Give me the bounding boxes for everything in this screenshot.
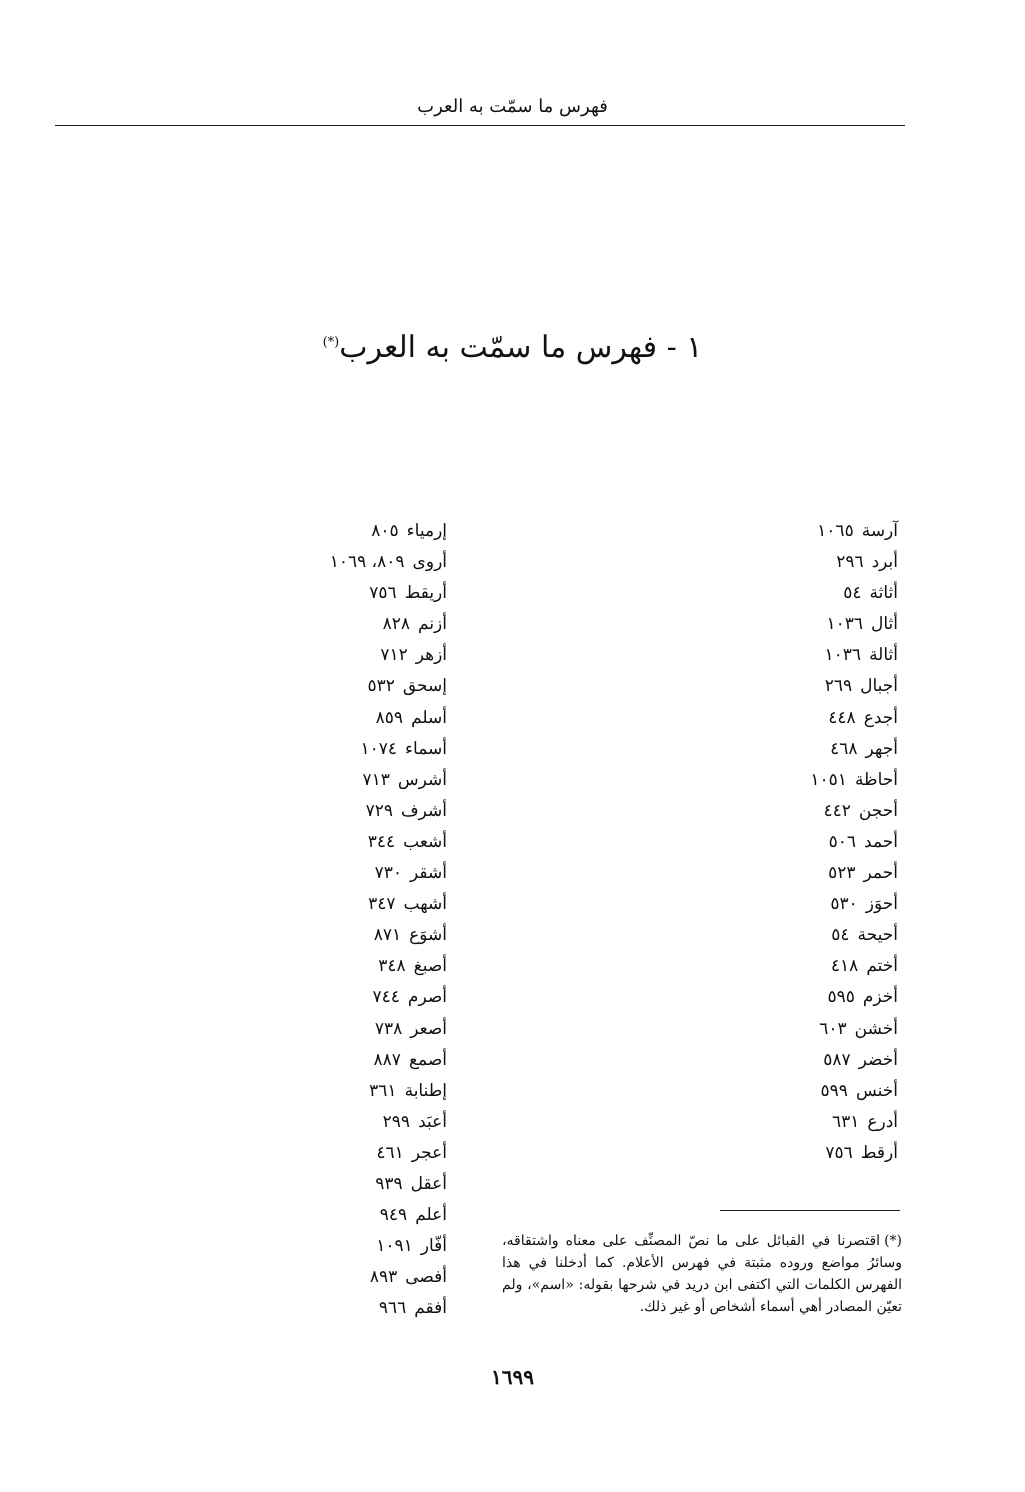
index-title-text: ١ - فهرس ما سمّت به العرب [339,330,703,365]
index-entry [330,765,447,796]
entry-page-numbers: ٨٠٩، ١٠٦٩ [329,552,405,573]
index-entry [330,858,447,889]
footnote [502,1230,902,1318]
index-entry [810,609,898,640]
entry-name: أعبَد [418,1111,447,1132]
footnote-marker: (*) [884,1233,902,1249]
entry-name: أشوَع [409,925,447,946]
entry-page-numbers: ٩٦٦ [378,1298,407,1319]
index-entry [330,827,447,858]
entry-name: أشهب [403,894,447,915]
entry-page-numbers: ٥٠٦ [828,831,857,852]
entry-page-numbers: ٥٩٥ [827,987,855,1008]
entry-name: أجدع [863,707,898,728]
entry-page-numbers: ٥٤ [831,925,850,946]
entry-page-numbers: ٣٤٧ [368,894,396,915]
entry-page-numbers: ٨٧١ [373,925,402,946]
entry-page-numbers: ٥٨٧ [823,1049,851,1070]
entry-name: أشعب [403,831,447,852]
running-head: فهرس ما سمّت به العرب [417,96,608,117]
entry-page-numbers: ٣٤٨ [378,956,406,977]
index-entry [330,920,447,951]
index-entry [330,578,447,609]
title-footnote-marker: (*) [322,335,340,350]
index-entry [810,858,898,889]
index-entry [810,796,898,827]
entry-page-numbers: ٧١٣ [362,769,390,790]
entry-name: أروى [412,552,447,573]
index-entry [330,982,447,1013]
entry-name: أحيحة [857,925,898,946]
entry-page-numbers: ٥٩٩ [820,1080,848,1101]
entry-page-numbers: ٥٢٣ [828,863,856,884]
entry-page-numbers: ٣٦١ [369,1080,397,1101]
index-title [0,330,1025,365]
entry-name: أسماء [405,738,447,759]
entry-name: أسلم [411,707,447,728]
entry-page-numbers: ٧٣٨ [374,1018,403,1039]
entry-name: أخشن [854,1018,898,1039]
entry-name: أفصى [405,1267,447,1288]
entry-page-numbers: ١٠٦٥ [817,521,854,541]
entry-page-numbers: ٤٤٨ [828,707,856,728]
index-entry [330,703,447,734]
index-entry [330,1231,447,1262]
header-rule [55,125,905,126]
entry-page-numbers: ٦٠٣ [819,1018,847,1039]
index-entry [330,609,447,640]
index-entry [810,1138,898,1169]
entry-name: أصرم [407,987,447,1008]
entry-page-numbers: ٢٦٩ [824,676,853,697]
entry-name: أشرس [397,769,447,790]
entry-name: أزهر [415,645,447,666]
index-entry [330,951,447,982]
entry-name: أثال [871,614,898,635]
entry-name: أصبغ [413,956,447,977]
entry-page-numbers: ٨٠٥ [371,521,399,541]
entry-page-numbers: ٧٢٩ [365,800,394,821]
entry-name: أبرد [871,552,898,573]
index-entry [330,1169,447,1200]
index-entry [810,547,898,578]
entry-name: أحمر [863,863,898,884]
entry-page-numbers: ٨٢٨ [382,614,411,635]
index-entry [810,671,898,702]
entry-name: أريقط [404,583,447,604]
entry-page-numbers: ٨٥٩ [375,707,404,728]
page-number: ١٦٩٩ [491,1365,534,1389]
index-entry [330,796,447,827]
entry-name: أثالة [869,645,898,666]
index-entry [810,516,898,547]
index-entry [810,640,898,671]
index-entry [330,1014,447,1045]
index-entry [810,1045,898,1076]
entry-page-numbers: ١٠٣٦ [826,614,863,635]
entry-page-numbers: ٥٣٢ [367,676,395,697]
index-entry [810,1107,898,1138]
entry-name: أفقم [414,1298,447,1319]
index-entry [810,951,898,982]
entry-name: أحجن [858,800,898,821]
entry-name: أخضر [858,1049,898,1070]
entry-name: أخزم [862,987,898,1008]
entry-page-numbers: ٤٦٨ [830,738,858,759]
index-entry [330,671,447,702]
entry-name: أجهر [865,738,898,759]
entry-page-numbers: ٧٥٦ [825,1142,853,1163]
entry-name: أعقل [410,1173,447,1194]
footnote-rule [720,1210,900,1211]
entry-page-numbers: ٣٤٤ [367,831,396,852]
entry-page-numbers: ٩٤٩ [379,1205,408,1226]
entry-name: آرسة [861,521,898,541]
entry-page-numbers: ٨٩٣ [369,1267,398,1288]
index-column-left [330,516,447,1324]
entry-name: أشقر [410,863,447,884]
index-entry [330,516,447,547]
entry-page-numbers: ٤١٨ [830,956,859,977]
index-entry [330,1293,447,1324]
entry-name: أثاثة [869,583,898,604]
entry-name: أحاظة [854,769,898,790]
entry-page-numbers: ٧٥٦ [369,583,397,604]
entry-name: إرمياء [406,521,447,541]
index-entry [810,889,898,920]
index-entry [810,578,898,609]
index-entry [330,1200,447,1231]
footnote-text: اقتصرنا في القبائل على ما نصّ المصنِّف على معناه واشتقاقه، وسائرُ مواضع وروده مثبتة في فهرس الأعلام. كما أدخلنا في هذا الفهرس الكلمات التي اكتفى ابن دريد في شرحها بقوله: «اسم»، ولم تعيّن المصادر أهي أسماء أشخاص أو غير ذلك. [502,1233,902,1315]
entry-name: أعجر [411,1142,447,1163]
entry-page-numbers: ٤٤٢ [823,800,851,821]
entry-name: أزنم [418,614,447,635]
index-entry [330,1107,447,1138]
entry-name: أشرف [401,800,447,821]
index-entry [330,1076,447,1107]
entry-name: أفّار [420,1236,447,1257]
index-entry [330,889,447,920]
index-entry [330,1138,447,1169]
index-entry [330,640,447,671]
index-entry [330,547,447,578]
index-entry [810,1014,898,1045]
index-entry [330,734,447,765]
index-entry [810,703,898,734]
index-entry [810,734,898,765]
entry-page-numbers: ٩٣٩ [375,1173,403,1194]
entry-page-numbers: ٥٤ [843,583,862,604]
entry-name: أجبال [860,676,898,697]
entry-name: أصمع [408,1049,447,1070]
entry-name: إطنابة [404,1080,447,1101]
entry-page-numbers: ١٠٥١ [810,769,847,790]
entry-name: أحمد [864,831,898,852]
entry-name: أعلم [415,1205,447,1226]
entry-name: أدرع [867,1111,898,1132]
entry-page-numbers: ٢٩٦ [836,552,864,573]
entry-name: أخنس [855,1080,898,1101]
index-entry [810,765,898,796]
entry-page-numbers: ٢٩٩ [382,1111,411,1132]
entry-name: إسحق [402,676,447,697]
entry-page-numbers: ٨٨٧ [373,1049,401,1070]
entry-name: أصعر [410,1018,447,1039]
entry-page-numbers: ١٠٩١ [376,1236,413,1257]
index-entry [330,1262,447,1293]
index-entry [810,920,898,951]
index-entry [810,982,898,1013]
entry-page-numbers: ٥٣٠ [830,894,858,915]
index-column-right [810,516,898,1169]
entry-page-numbers: ١٠٧٤ [360,738,398,759]
entry-page-numbers: ٦٣١ [831,1111,860,1132]
entry-name: أرقط [860,1142,898,1163]
index-entry [810,827,898,858]
entry-name: أحوَز [865,894,898,915]
entry-name: أختم [866,956,898,977]
entry-page-numbers: ٧٤٤ [372,987,400,1008]
entry-page-numbers: ٧٣٠ [374,863,403,884]
entry-page-numbers: ٤٦١ [376,1142,404,1163]
entry-page-numbers: ٧١٢ [380,645,408,666]
index-entry [330,1045,447,1076]
index-entry [810,1076,898,1107]
entry-page-numbers: ١٠٣٦ [824,645,862,666]
